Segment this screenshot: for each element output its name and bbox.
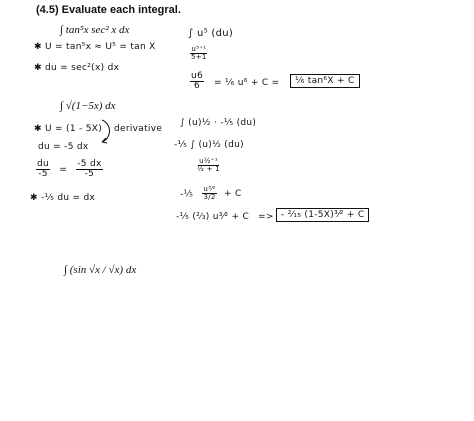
p2-du-fraction [36,160,103,180]
p2-rhs-line-4-num: u³⁄² [203,185,216,193]
p2-rhs-line-3 [196,158,221,174]
p2-du-frac-rhs-num: -5 dx [77,159,102,169]
p2-du-final: ✱ -¹⁄₅ du = dx [30,193,96,203]
p1-rhs-step-den: 6 [194,81,201,92]
p1-rhs-integral: ∫ u⁵ (du) [188,28,234,39]
problem-1-integral: ∫ tan⁵x sec² x dx [60,24,130,36]
page-title: (4.5) Evaluate each integral. [36,4,181,16]
p1-substitution-u: ✱ U = tan⁵x ≈ U⁵ = tan X [34,42,156,52]
p2-derivative-label: derivative [114,124,163,134]
p1-rhs-step-num: u6 [191,71,204,81]
p1-rhs-fraction [190,46,208,62]
p2-rhs-line-3-num: u½⁺¹ [199,157,218,165]
p1-rhs-step [190,72,204,92]
p2-du-fraction-equals: = [59,165,68,176]
p2-rhs-line-2: -¹⁄₅ ∫ (u)½ (du) [174,140,244,150]
p2-substitution-u: ✱ U = (1 - 5X) [34,124,103,134]
p1-substitution-du: ✱ du = sec²(x) dx [34,63,120,73]
p2-rhs-line-4-suffix: + C [223,189,242,200]
p2-du-frac-lhs-den: -5 [38,169,48,180]
p2-rhs-line-4-den: 3/2 [203,193,216,202]
problem-2-integral: ∫ √(1−5x) dx [60,100,116,112]
p2-rhs-line-3-den: ½ + 1 [197,165,221,174]
p2-du: du = -5 dx [38,142,89,152]
p2-du-frac-rhs-den: -5 [84,169,95,180]
p1-rhs-frac-num: u⁵⁺¹ [191,45,207,53]
problem-3-integral: ∫ (sin √x / √x) dx [64,264,137,276]
p1-rhs-equation: = ¹⁄₆ u⁶ + C = [214,78,280,88]
p1-answer-box: ¹⁄₆ tan⁶X + C [290,74,360,88]
p2-du-frac-lhs-num: du [37,159,50,169]
p2-rhs-line-1: ∫ (u)½ · -¹⁄₅ (du) [180,118,257,128]
p2-rhs-line-4 [180,186,242,202]
p2-result-arrow: => [258,212,274,222]
p2-rhs-line-4-prefix: -¹⁄₅ [180,189,194,200]
p2-rhs-line-5: -¹⁄₅ (²⁄₃) u³⁄² + C [176,212,250,222]
p1-rhs-frac-den: 5+1 [191,53,207,62]
p2-answer-box: - ²⁄₁₅ (1-5X)³⁄² + C [276,208,369,222]
